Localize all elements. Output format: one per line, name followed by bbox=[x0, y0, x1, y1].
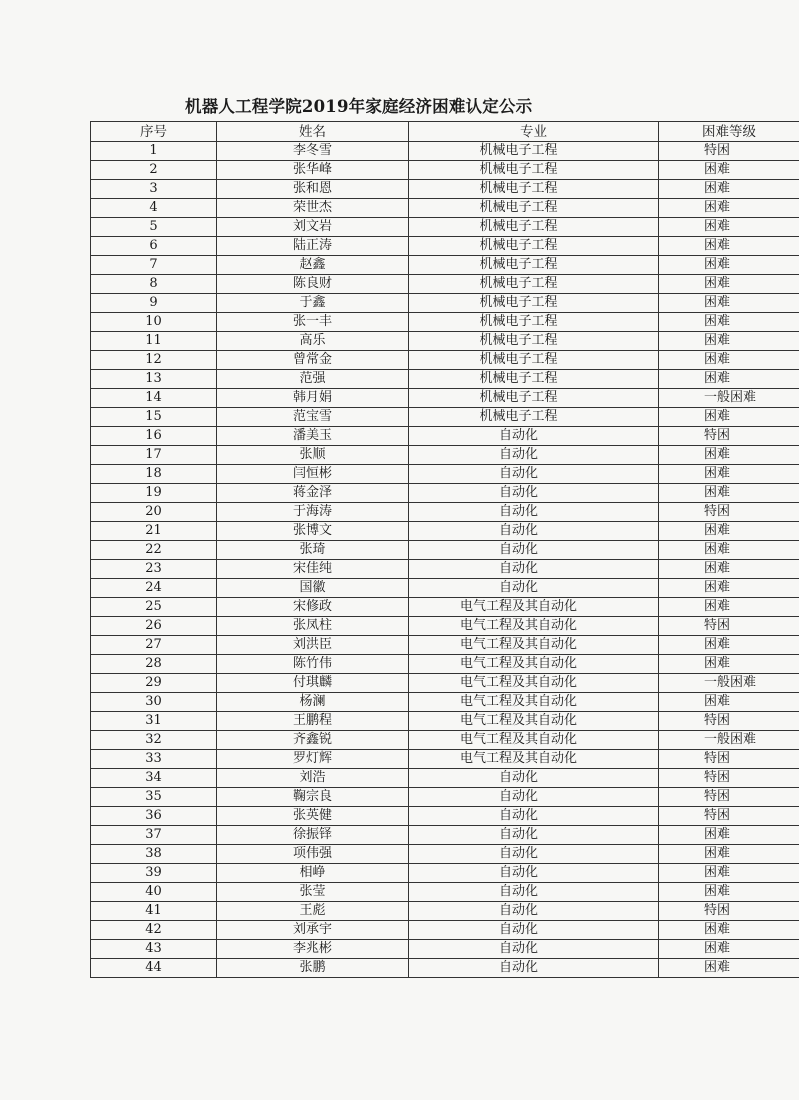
cell-major: 电气工程及其自动化 bbox=[409, 636, 659, 655]
table-row bbox=[91, 712, 799, 731]
cell-no: 19 bbox=[91, 484, 217, 503]
cell-no: 16 bbox=[91, 427, 217, 446]
cell-name: 张一丰 bbox=[217, 313, 409, 332]
cell-name: 高乐 bbox=[217, 332, 409, 351]
cell-no: 1 bbox=[91, 142, 217, 161]
cell-major: 自动化 bbox=[409, 541, 659, 560]
cell-level: 特困 bbox=[659, 902, 799, 921]
table-row bbox=[91, 427, 799, 446]
cell-no: 22 bbox=[91, 541, 217, 560]
cell-name: 范宝雪 bbox=[217, 408, 409, 427]
cell-no: 35 bbox=[91, 788, 217, 807]
table-row bbox=[91, 389, 799, 408]
cell-name: 韩月娟 bbox=[217, 389, 409, 408]
cell-no: 33 bbox=[91, 750, 217, 769]
cell-name: 陈竹伟 bbox=[217, 655, 409, 674]
cell-level: 困难 bbox=[659, 940, 799, 959]
cell-major: 自动化 bbox=[409, 484, 659, 503]
table-row bbox=[91, 845, 799, 864]
cell-name: 闫恒彬 bbox=[217, 465, 409, 484]
cell-name: 张莹 bbox=[217, 883, 409, 902]
table-row bbox=[91, 731, 799, 750]
cell-level: 特困 bbox=[659, 712, 799, 731]
cell-name: 王彪 bbox=[217, 902, 409, 921]
cell-major: 自动化 bbox=[409, 446, 659, 465]
table-row bbox=[91, 769, 799, 788]
cell-name: 陆正涛 bbox=[217, 237, 409, 256]
cell-no: 28 bbox=[91, 655, 217, 674]
table-row bbox=[91, 256, 799, 275]
cell-level: 一般困难 bbox=[659, 389, 799, 408]
cell-no: 39 bbox=[91, 864, 217, 883]
cell-name: 范强 bbox=[217, 370, 409, 389]
table-row bbox=[91, 408, 799, 427]
table-row bbox=[91, 142, 799, 161]
cell-no: 8 bbox=[91, 275, 217, 294]
cell-name: 李冬雪 bbox=[217, 142, 409, 161]
cell-major: 自动化 bbox=[409, 883, 659, 902]
cell-no: 14 bbox=[91, 389, 217, 408]
cell-level: 困难 bbox=[659, 693, 799, 712]
cell-major: 机械电子工程 bbox=[409, 370, 659, 389]
cell-level: 困难 bbox=[659, 826, 799, 845]
cell-major: 电气工程及其自动化 bbox=[409, 655, 659, 674]
table-row bbox=[91, 921, 799, 940]
table-row bbox=[91, 598, 799, 617]
cell-no: 9 bbox=[91, 294, 217, 313]
cell-major: 自动化 bbox=[409, 807, 659, 826]
header-no: 序号 bbox=[91, 122, 217, 142]
cell-major: 电气工程及其自动化 bbox=[409, 731, 659, 750]
table-row bbox=[91, 351, 799, 370]
cell-major: 机械电子工程 bbox=[409, 351, 659, 370]
cell-major: 自动化 bbox=[409, 465, 659, 484]
cell-no: 38 bbox=[91, 845, 217, 864]
header-major: 专业 bbox=[409, 122, 659, 142]
table-row bbox=[91, 370, 799, 389]
cell-name: 王鹏程 bbox=[217, 712, 409, 731]
cell-level: 特困 bbox=[659, 617, 799, 636]
cell-level: 一般困难 bbox=[659, 731, 799, 750]
cell-level: 困难 bbox=[659, 446, 799, 465]
cell-level: 困难 bbox=[659, 161, 799, 180]
cell-name: 杨澜 bbox=[217, 693, 409, 712]
cell-major: 自动化 bbox=[409, 427, 659, 446]
cell-level: 困难 bbox=[659, 313, 799, 332]
cell-name: 齐鑫锐 bbox=[217, 731, 409, 750]
header-level: 困难等级 bbox=[659, 122, 799, 142]
cell-major: 自动化 bbox=[409, 921, 659, 940]
cell-level: 困难 bbox=[659, 655, 799, 674]
cell-name: 张顺 bbox=[217, 446, 409, 465]
cell-major: 自动化 bbox=[409, 522, 659, 541]
table-row bbox=[91, 465, 799, 484]
cell-major: 机械电子工程 bbox=[409, 294, 659, 313]
cell-no: 29 bbox=[91, 674, 217, 693]
cell-major: 机械电子工程 bbox=[409, 142, 659, 161]
cell-name: 国徽 bbox=[217, 579, 409, 598]
cell-no: 11 bbox=[91, 332, 217, 351]
cell-level: 困难 bbox=[659, 883, 799, 902]
page-title: 机器人工程学院2019年家庭经济困难认定公示 bbox=[185, 97, 533, 116]
cell-name: 付琪麟 bbox=[217, 674, 409, 693]
cell-level: 困难 bbox=[659, 864, 799, 883]
cell-major: 自动化 bbox=[409, 560, 659, 579]
header-name: 姓名 bbox=[217, 122, 409, 142]
table-row bbox=[91, 636, 799, 655]
table-row bbox=[91, 313, 799, 332]
cell-no: 4 bbox=[91, 199, 217, 218]
table-row bbox=[91, 218, 799, 237]
table-row bbox=[91, 655, 799, 674]
cell-major: 自动化 bbox=[409, 503, 659, 522]
cell-major: 自动化 bbox=[409, 769, 659, 788]
cell-major: 机械电子工程 bbox=[409, 275, 659, 294]
cell-name: 刘承宇 bbox=[217, 921, 409, 940]
cell-level: 困难 bbox=[659, 598, 799, 617]
table-row bbox=[91, 560, 799, 579]
table-row bbox=[91, 199, 799, 218]
table-row bbox=[91, 579, 799, 598]
table-row bbox=[91, 959, 799, 978]
cell-major: 机械电子工程 bbox=[409, 408, 659, 427]
table-header-row bbox=[91, 122, 799, 142]
cell-no: 43 bbox=[91, 940, 217, 959]
cell-level: 困难 bbox=[659, 180, 799, 199]
cell-name: 张琦 bbox=[217, 541, 409, 560]
cell-level: 困难 bbox=[659, 199, 799, 218]
cell-level: 特困 bbox=[659, 427, 799, 446]
cell-name: 于鑫 bbox=[217, 294, 409, 313]
cell-name: 李兆彬 bbox=[217, 940, 409, 959]
cell-name: 曾常金 bbox=[217, 351, 409, 370]
cell-level: 困难 bbox=[659, 294, 799, 313]
cell-name: 相峥 bbox=[217, 864, 409, 883]
cell-name: 张鹏 bbox=[217, 959, 409, 978]
cell-no: 26 bbox=[91, 617, 217, 636]
cell-no: 13 bbox=[91, 370, 217, 389]
table-row bbox=[91, 484, 799, 503]
cell-level: 困难 bbox=[659, 218, 799, 237]
cell-no: 30 bbox=[91, 693, 217, 712]
cell-no: 37 bbox=[91, 826, 217, 845]
cell-major: 机械电子工程 bbox=[409, 218, 659, 237]
cell-name: 罗灯辉 bbox=[217, 750, 409, 769]
cell-no: 25 bbox=[91, 598, 217, 617]
cell-level: 困难 bbox=[659, 275, 799, 294]
cell-major: 电气工程及其自动化 bbox=[409, 693, 659, 712]
table-body bbox=[91, 142, 799, 978]
cell-level: 特困 bbox=[659, 769, 799, 788]
cell-name: 鞠宗良 bbox=[217, 788, 409, 807]
cell-name: 陈良财 bbox=[217, 275, 409, 294]
cell-major: 自动化 bbox=[409, 940, 659, 959]
cell-name: 于海涛 bbox=[217, 503, 409, 522]
cell-level: 一般困难 bbox=[659, 674, 799, 693]
cell-level: 特困 bbox=[659, 503, 799, 522]
cell-no: 41 bbox=[91, 902, 217, 921]
cell-major: 电气工程及其自动化 bbox=[409, 674, 659, 693]
cell-no: 2 bbox=[91, 161, 217, 180]
cell-major: 机械电子工程 bbox=[409, 313, 659, 332]
roster-table bbox=[90, 121, 799, 978]
cell-level: 困难 bbox=[659, 921, 799, 940]
cell-no: 15 bbox=[91, 408, 217, 427]
cell-no: 36 bbox=[91, 807, 217, 826]
cell-major: 机械电子工程 bbox=[409, 199, 659, 218]
cell-no: 23 bbox=[91, 560, 217, 579]
cell-major: 机械电子工程 bbox=[409, 256, 659, 275]
table-row bbox=[91, 332, 799, 351]
cell-level: 困难 bbox=[659, 237, 799, 256]
table-row bbox=[91, 446, 799, 465]
table-row bbox=[91, 237, 799, 256]
table-row bbox=[91, 902, 799, 921]
cell-level: 困难 bbox=[659, 408, 799, 427]
table-row bbox=[91, 788, 799, 807]
cell-name: 刘洪臣 bbox=[217, 636, 409, 655]
cell-no: 31 bbox=[91, 712, 217, 731]
cell-level: 困难 bbox=[659, 845, 799, 864]
table-row bbox=[91, 275, 799, 294]
cell-name: 张华峰 bbox=[217, 161, 409, 180]
cell-no: 6 bbox=[91, 237, 217, 256]
roster-table-container bbox=[90, 121, 757, 978]
table-row bbox=[91, 883, 799, 902]
cell-major: 自动化 bbox=[409, 902, 659, 921]
cell-level: 困难 bbox=[659, 465, 799, 484]
cell-major: 机械电子工程 bbox=[409, 389, 659, 408]
table-row bbox=[91, 693, 799, 712]
table-row bbox=[91, 503, 799, 522]
cell-name: 赵鑫 bbox=[217, 256, 409, 275]
cell-name: 徐振铎 bbox=[217, 826, 409, 845]
cell-no: 3 bbox=[91, 180, 217, 199]
cell-level: 特困 bbox=[659, 807, 799, 826]
cell-name: 潘美玉 bbox=[217, 427, 409, 446]
cell-major: 电气工程及其自动化 bbox=[409, 750, 659, 769]
cell-level: 困难 bbox=[659, 351, 799, 370]
cell-major: 自动化 bbox=[409, 826, 659, 845]
table-row bbox=[91, 674, 799, 693]
cell-no: 10 bbox=[91, 313, 217, 332]
table-row bbox=[91, 294, 799, 313]
cell-no: 24 bbox=[91, 579, 217, 598]
cell-major: 电气工程及其自动化 bbox=[409, 617, 659, 636]
cell-major: 自动化 bbox=[409, 959, 659, 978]
cell-no: 27 bbox=[91, 636, 217, 655]
cell-no: 32 bbox=[91, 731, 217, 750]
cell-level: 困难 bbox=[659, 484, 799, 503]
cell-name: 项伟强 bbox=[217, 845, 409, 864]
cell-no: 5 bbox=[91, 218, 217, 237]
cell-major: 机械电子工程 bbox=[409, 237, 659, 256]
cell-level: 困难 bbox=[659, 636, 799, 655]
cell-no: 44 bbox=[91, 959, 217, 978]
cell-name: 荣世杰 bbox=[217, 199, 409, 218]
table-row bbox=[91, 807, 799, 826]
cell-name: 张和恩 bbox=[217, 180, 409, 199]
cell-name: 张英健 bbox=[217, 807, 409, 826]
cell-no: 42 bbox=[91, 921, 217, 940]
cell-major: 电气工程及其自动化 bbox=[409, 712, 659, 731]
cell-major: 自动化 bbox=[409, 845, 659, 864]
cell-level: 困难 bbox=[659, 560, 799, 579]
cell-level: 困难 bbox=[659, 959, 799, 978]
cell-name: 蒋金泽 bbox=[217, 484, 409, 503]
cell-no: 17 bbox=[91, 446, 217, 465]
cell-level: 特困 bbox=[659, 750, 799, 769]
cell-no: 20 bbox=[91, 503, 217, 522]
cell-name: 张博文 bbox=[217, 522, 409, 541]
cell-level: 困难 bbox=[659, 332, 799, 351]
cell-major: 自动化 bbox=[409, 579, 659, 598]
cell-no: 18 bbox=[91, 465, 217, 484]
cell-name: 宋修政 bbox=[217, 598, 409, 617]
cell-level: 困难 bbox=[659, 522, 799, 541]
cell-no: 7 bbox=[91, 256, 217, 275]
cell-no: 21 bbox=[91, 522, 217, 541]
cell-no: 40 bbox=[91, 883, 217, 902]
cell-major: 自动化 bbox=[409, 788, 659, 807]
cell-major: 机械电子工程 bbox=[409, 161, 659, 180]
table-row bbox=[91, 180, 799, 199]
cell-level: 特困 bbox=[659, 788, 799, 807]
cell-name: 宋佳纯 bbox=[217, 560, 409, 579]
cell-name: 张凤柱 bbox=[217, 617, 409, 636]
cell-major: 机械电子工程 bbox=[409, 332, 659, 351]
cell-no: 34 bbox=[91, 769, 217, 788]
cell-major: 电气工程及其自动化 bbox=[409, 598, 659, 617]
table-row bbox=[91, 617, 799, 636]
cell-name: 刘浩 bbox=[217, 769, 409, 788]
cell-level: 困难 bbox=[659, 256, 799, 275]
cell-level: 特困 bbox=[659, 142, 799, 161]
table-row bbox=[91, 541, 799, 560]
table-row bbox=[91, 826, 799, 845]
table-row bbox=[91, 161, 799, 180]
cell-level: 困难 bbox=[659, 579, 799, 598]
cell-no: 12 bbox=[91, 351, 217, 370]
table-row bbox=[91, 750, 799, 769]
cell-major: 自动化 bbox=[409, 864, 659, 883]
table-row bbox=[91, 522, 799, 541]
table-row bbox=[91, 940, 799, 959]
cell-major: 机械电子工程 bbox=[409, 180, 659, 199]
cell-level: 困难 bbox=[659, 541, 799, 560]
cell-level: 困难 bbox=[659, 370, 799, 389]
table-row bbox=[91, 864, 799, 883]
cell-name: 刘文岩 bbox=[217, 218, 409, 237]
